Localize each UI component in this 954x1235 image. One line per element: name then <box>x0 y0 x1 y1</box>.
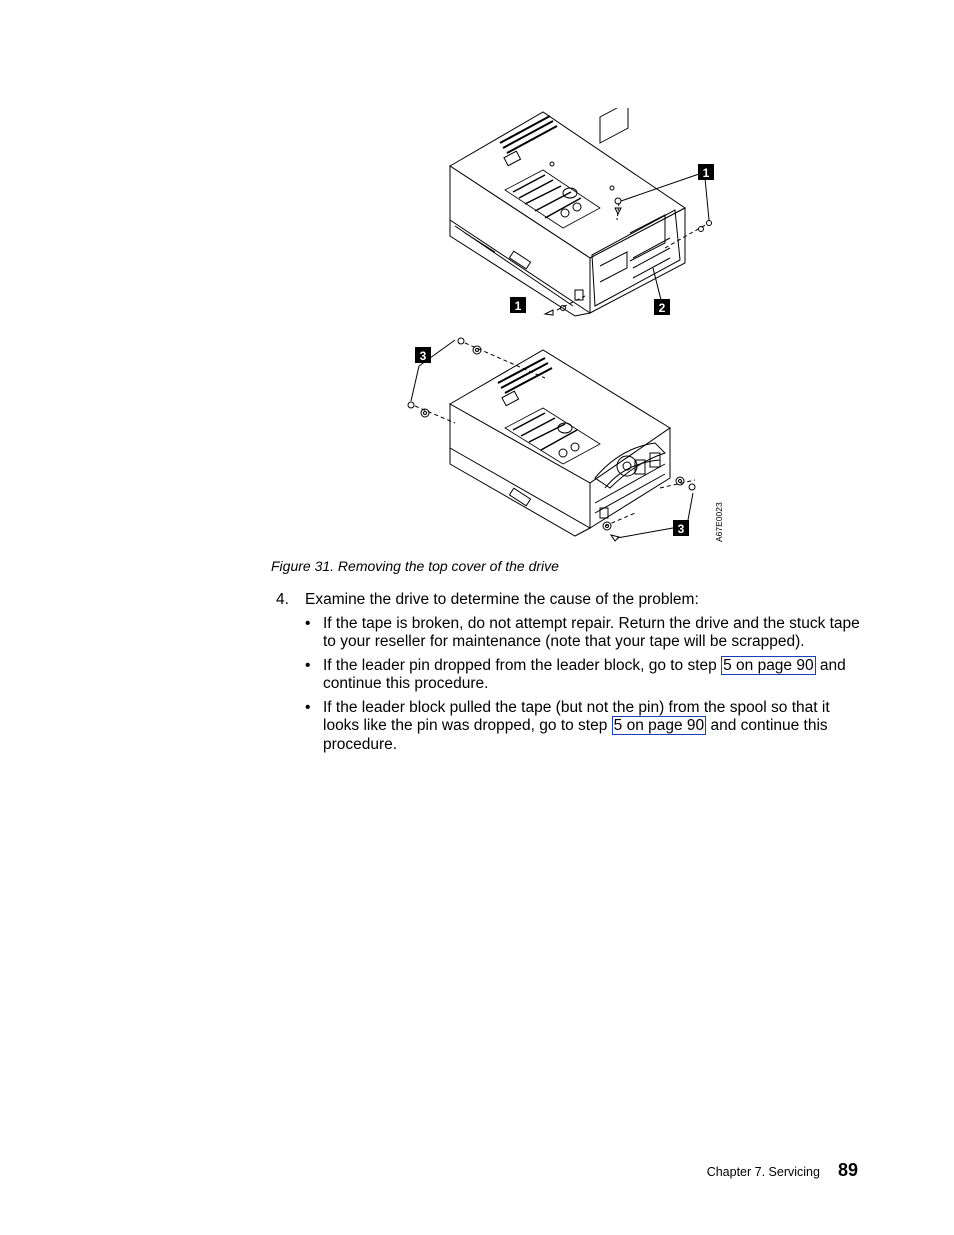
callout-3-left <box>415 347 431 363</box>
drive-without-cover <box>408 338 695 541</box>
list-item <box>305 615 866 652</box>
bullet-list <box>305 615 866 755</box>
cross-reference-link[interactable]: 5 on page 90 <box>723 656 814 674</box>
callout-1-bottom <box>510 297 526 313</box>
bullet-icon: • <box>305 614 311 632</box>
step-number: 4. <box>276 591 289 608</box>
figure-code: A67E0023 <box>714 502 724 542</box>
bullet-text-before: If the leader pin dropped from the leader block, go to step <box>323 656 722 674</box>
bullet-text-after: and continue this procedure. <box>323 656 846 692</box>
svg-text:1: 1 <box>514 299 522 313</box>
list-item <box>305 657 866 694</box>
svg-text:3: 3 <box>677 522 685 536</box>
bullet-text: If the tape is broken, do not attempt repair. Return the drive and the stuck tape to your reseller for maintenance (note that your tape will be scrapped). <box>323 614 860 650</box>
drive-with-cover <box>450 108 712 316</box>
cross-reference-link[interactable]: 5 on page 90 <box>613 717 705 734</box>
svg-text:1: 1 <box>702 166 710 180</box>
callout-3-right <box>673 520 689 536</box>
svg-text:2: 2 <box>658 301 666 315</box>
list-item <box>305 699 866 755</box>
bullet-text-after: and continue this procedure. <box>323 717 828 753</box>
drive-illustration-svg <box>395 108 740 548</box>
page-footer <box>707 1160 858 1181</box>
chapter-title: Chapter 7. Servicing <box>706 1165 820 1179</box>
bullet-icon: • <box>305 698 311 716</box>
bullet-text-before: If the leader block pulled the tape (but not the pin) from the spool so that it looks like the pin was dropped, go to step <box>323 698 830 734</box>
procedure-step <box>276 591 866 759</box>
svg-text:3: 3 <box>419 349 427 363</box>
callout-2 <box>654 299 670 315</box>
bullet-icon: • <box>305 656 311 674</box>
figure-illustration <box>395 108 740 548</box>
callout-1-top <box>698 164 714 180</box>
figure-caption: Figure 31. Removing the top cover of the drive <box>271 558 559 574</box>
step-text: Examine the drive to determine the cause of the problem: <box>305 591 699 608</box>
page-number: 89 <box>837 1160 858 1180</box>
